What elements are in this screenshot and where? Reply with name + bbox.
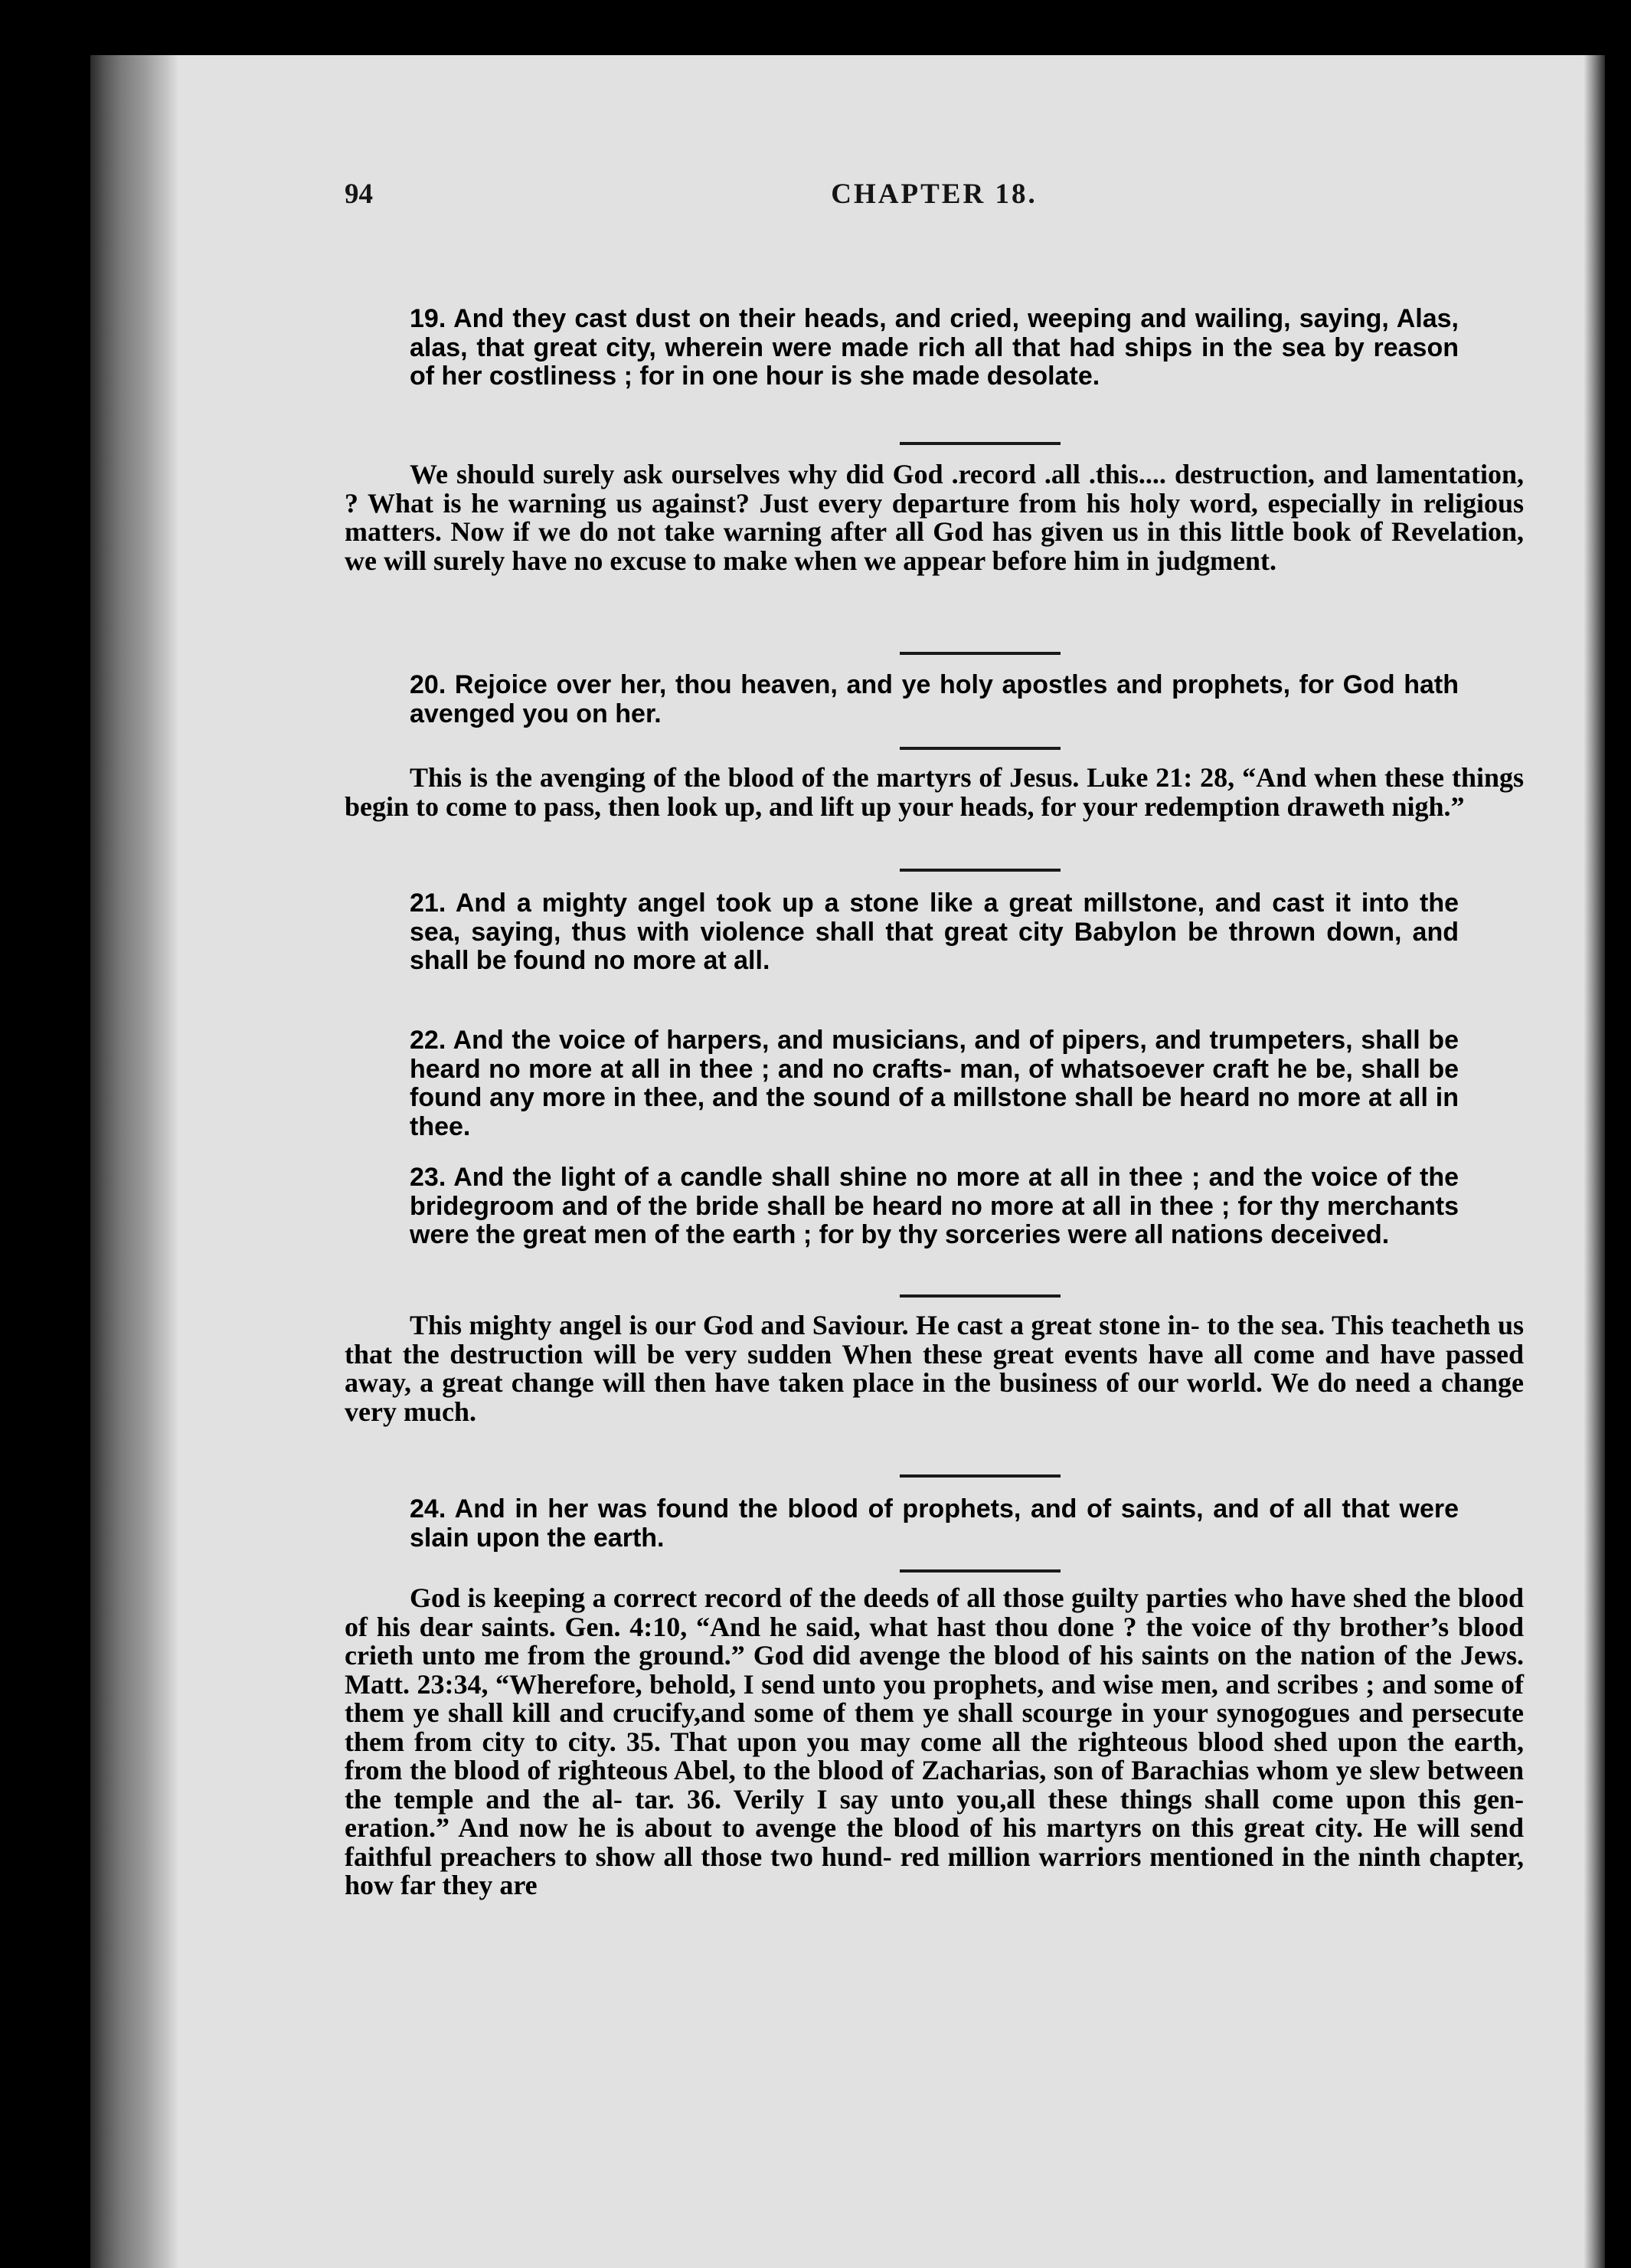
separator-rule <box>900 1474 1061 1478</box>
verse-19: 19. And they cast dust on their heads, and cried, weeping and wailing, saying, Alas, alas, that great city, wherein were made rich all that had ships in the sea by reason of her costliness ; for in one hour is she made desolate. <box>410 304 1459 391</box>
running-header <box>345 178 1524 216</box>
commentary-4-text: God is keeping a correct record of the deeds of all those guilty parties who have shed the blood of his dear saints. Gen. 4:10, “And he said, what hast thou done ? the voice of thy brother’s blood crieth unto me from the ground.” God did avenge the blood of his saints on the nation of the Jews. Matt. 23:34, “Wherefore, behold, I send unto you prophets, and wise men, and scribes ; and some of them ye shall kill and crucify,and some of them ye shall scourge in your synogogues and persecute them from city to city. 35. That upon you may come all the righteous blood shed upon the earth, from the blood of righteous Abel, to the blood of Zacharias, son of Barachias whom ye slew between the temple and the al- tar. 36. Verily I say unto you,all these things shall come upon this gen- eration.” And now he is about to avenge the blood of his martyrs on this great city. He will send faithful preachers to show all those two hund- red million warriors mentioned in the ninth chapter, how far they are <box>345 1582 1524 1900</box>
separator-rule <box>900 1569 1061 1573</box>
chapter-title: CHAPTER 18. <box>831 178 1038 210</box>
commentary-3-text: This mighty angel is our God and Saviour. He cast a great stone in- to the sea. This teacheth us that the destruction will be very sudden When these great events have all come and have passed away, a great change will then have taken place in the business of our world. We do need a change very much. <box>345 1310 1524 1427</box>
separator-rule <box>900 652 1061 655</box>
commentary-2-text: This is the avenging of the blood of the martyrs of Jesus. Luke 21: 28, “And when these things begin to come to pass, then look up, and lift up your heads, for your redemption draweth nigh.” <box>345 762 1524 822</box>
separator-rule <box>900 1294 1061 1298</box>
commentary-2 <box>345 764 1524 821</box>
verse-24: 24. And in her was found the blood of prophets, and of saints, and of all that were slain upon the earth. <box>410 1494 1459 1553</box>
separator-rule <box>900 869 1061 872</box>
separator-rule <box>900 747 1061 750</box>
separator-rule <box>900 442 1061 445</box>
page-number: 94 <box>345 178 373 210</box>
verse-22: 22. And the voice of harpers, and musicians, and of pipers, and trumpeters, shall be heard no more at all in thee ; and no crafts- man, of whatsoever craft he be, shall be found any more in thee, and the sound of a millstone shall be heard no more at all in thee. <box>410 1026 1459 1141</box>
verse-21: 21. And a mighty angel took up a stone like a great millstone, and cast it into the sea, saying, thus with violence shall that great city Babylon be thrown down, and shall be found no more at all. <box>410 889 1459 975</box>
commentary-1-text: We should surely ask ourselves why did God .record .all .this.... destruction, and lamentation, ? What is he warning us against? Just every departure from his holy word, especially in religious matters. Now if we do not take warning after all God has given us in this little book of Revelation, we will surely have no excuse to make when we appear before him in judgment. <box>345 459 1524 576</box>
book-spine-shadow <box>90 55 178 2268</box>
commentary-3 <box>345 1311 1524 1426</box>
page-edge-shadow <box>1584 55 1605 2268</box>
commentary-4 <box>345 1584 1524 1900</box>
commentary-1 <box>345 460 1524 575</box>
verse-20: 20. Rejoice over her, thou heaven, and ye holy apostles and prophets, for God hath avenged you on her. <box>410 670 1459 728</box>
verse-23: 23. And the light of a candle shall shine no more at all in thee ; and the voice of the bridegroom and of the bride shall be heard no more at all in thee ; for thy merchants were the great men of the earth ; for by thy sorceries were all nations deceived. <box>410 1163 1459 1249</box>
